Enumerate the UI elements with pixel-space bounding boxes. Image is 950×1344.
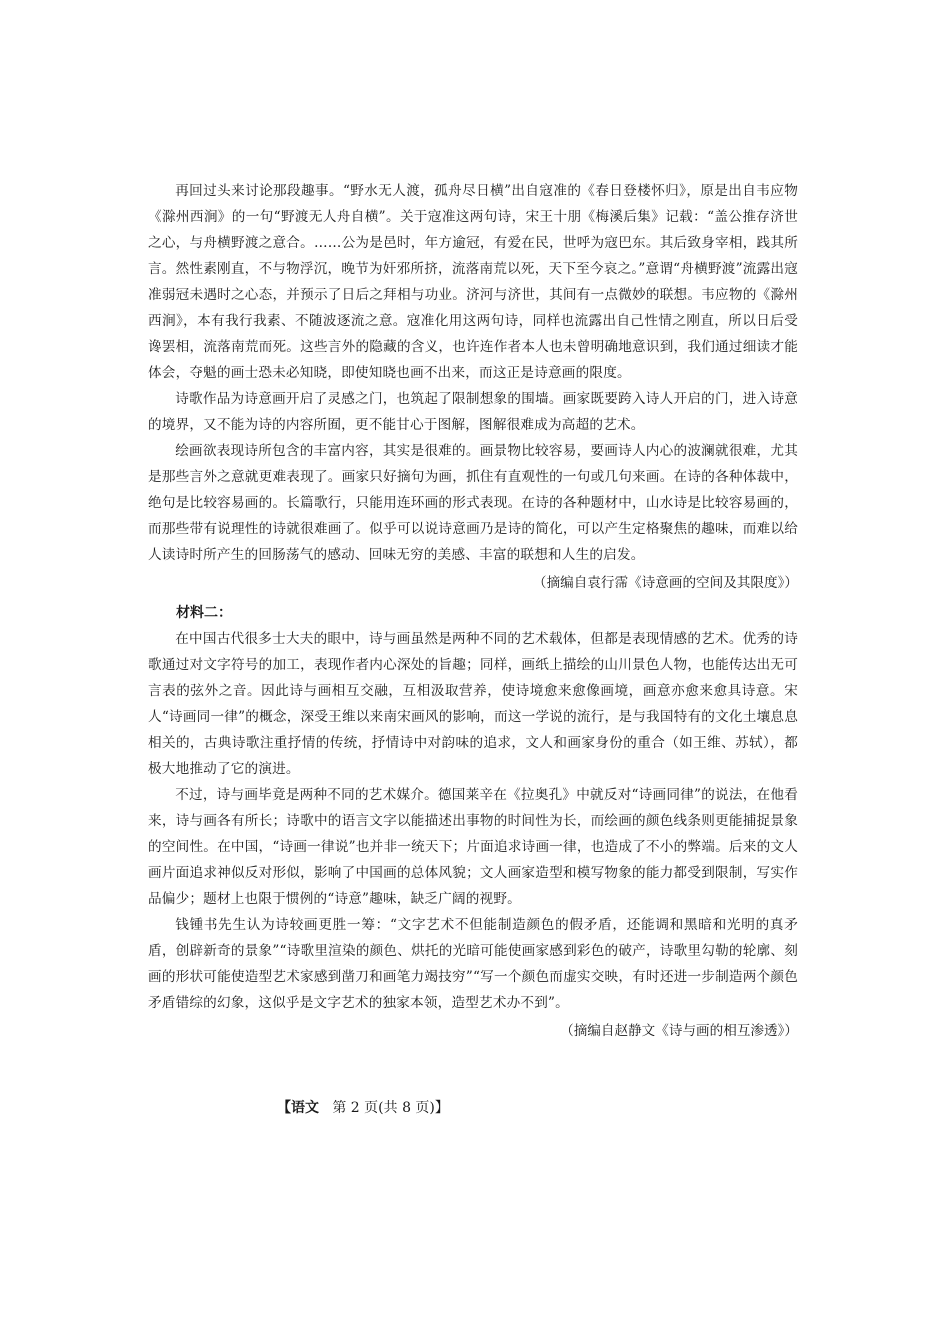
footer-subject: 【语文 — [277, 1100, 319, 1116]
footer-page-info: 第 2 页(共 8 页)】 — [332, 1100, 449, 1116]
material2-source: （摘编自赵静文《诗与画的相互渗透》） — [560, 1023, 798, 1039]
material1-paragraph-3: 绘画欲表现诗所包含的丰富内容，其实是很难的。画景物比较容易，要画诗人内心的波澜就很难，尤其是那些言外之意就更难表现了。画家只好摘句为画，抓住有直观性的一句或几句来画。在诗的各种体裁中，绝句是比较容易画的。长篇歌行，只能用连环画的形式表现。在诗的各种题材中，山水诗是比较容易画的，而那些带有说理性的诗就很难画了。似乎可以说诗意画乃是诗的简化，可以产生定格聚焦的趣味，而难以给人读诗时所产生的回肠荡气的感动、回味无穷的美感、丰富的联想和人生的启发。 — [148, 443, 798, 563]
material2-paragraph-3: 钱锺书先生认为诗较画更胜一筹：“文字艺术不但能制造颜色的假矛盾，还能调和黑暗和光明的真矛盾，创辟新奇的景象”“诗歌里渲染的颜色、烘托的光暗可能使画家感到彩色的破产，诗歌里勾勒的轮廓、刻画的形状可能使造型艺术家感到凿刀和画笔力竭技穷”“写一个颜色而虚实交映，有时还进一步制造两个颜色矛盾错综的幻象，这似乎是文字艺术的独家本领，造型艺术办不到”。 — [148, 917, 798, 1011]
material1-paragraph-1: 再回过头来讨论那段趣事。“野水无人渡，孤舟尽日横”出自寇准的《春日登楼怀归》，原是出自韦应物《滁州西涧》的一句“野渡无人舟自横”。关于寇准这两句诗，宋王十朋《梅溪后集》记载：“盖公推存济世之心，与舟横野渡之意合。……公为是邑时，年方逾冠，有爱在民，世呼为寇巴东。其后致身宰相，践其所言。然性素刚直，不与物浮沉，晚节为奸邪所挤，流落南荒以死，天下至今哀之。”意谓“舟横野渡”流露出寇准弱冠未遇时之心态，并预示了日后之拜相与功业。济河与济世，其间有一点微妙的联想。韦应物的《滁州西涧》，本有我行我素、不随波逐流之意。寇准化用这两句诗，同样也流露出自己性情之刚直，所以日后受谗罢相，流落南荒而死。这些言外的隐藏的含义，也许连作者本人也未曾明确地意识到，我们通过细读才能体会，夺魁的画士恐未必知晓，即使知晓也画不出来，而这正是诗意画的限度。 — [148, 183, 798, 381]
document-body — [148, 178, 798, 1048]
material2-paragraph-2: 不过，诗与画毕竟是两种不同的艺术媒介。德国莱辛在《拉奥孔》中就反对“诗画同律”的说法，在他看来，诗与画各有所长；诗歌中的语言文字以能描述出事物的时间性为长，而绘画的颜色线条则更能捕捉景象的空间性。在中国，“诗画一律说”也并非一统天下；片面追求诗画一律，也造成了不小的弊端。后来的文人画片面追求神似反对形似，影响了中国画的总体风貌；文人画家造型和模写物象的能力都受到限制，写实作品偏少；题材上也限于惯例的“诗意”趣味，缺乏广阔的视野。 — [148, 787, 798, 907]
material2-paragraph-1: 在中国古代很多士大夫的眼中，诗与画虽然是两种不同的艺术载体，但都是表现情感的艺术。优秀的诗歌通过对文字符号的加工，表现作者内心深处的旨趣；同样，画纸上描绘的山川景色人物，也能传达出无可言表的弦外之音。因此诗与画相互交融，互相汲取营养，使诗境愈来愈像画境，画意亦愈来愈具诗意。宋人“诗画同一律”的概念，深受王维以来南宋画风的影响，而这一学说的流行，是与我国特有的文化土壤息息相关的，古典诗歌注重抒情的传统，抒情诗中对韵味的追求，文人和画家身份的重合（如王维、苏轼），都极大地推动了它的演进。 — [148, 631, 798, 777]
material2-heading: 材料二： — [176, 605, 232, 621]
material1-source: （摘编自袁行霈《诗意画的空间及其限度》） — [532, 575, 798, 591]
material1-paragraph-2: 诗歌作品为诗意画开启了灵感之门，也筑起了限制想象的围墙。画家既要跨入诗人开启的门，进入诗意的境界，又不能为诗的内容所囿，更不能甘心于图解，图解很难成为高超的艺术。 — [148, 391, 798, 433]
page-footer — [277, 1098, 449, 1118]
